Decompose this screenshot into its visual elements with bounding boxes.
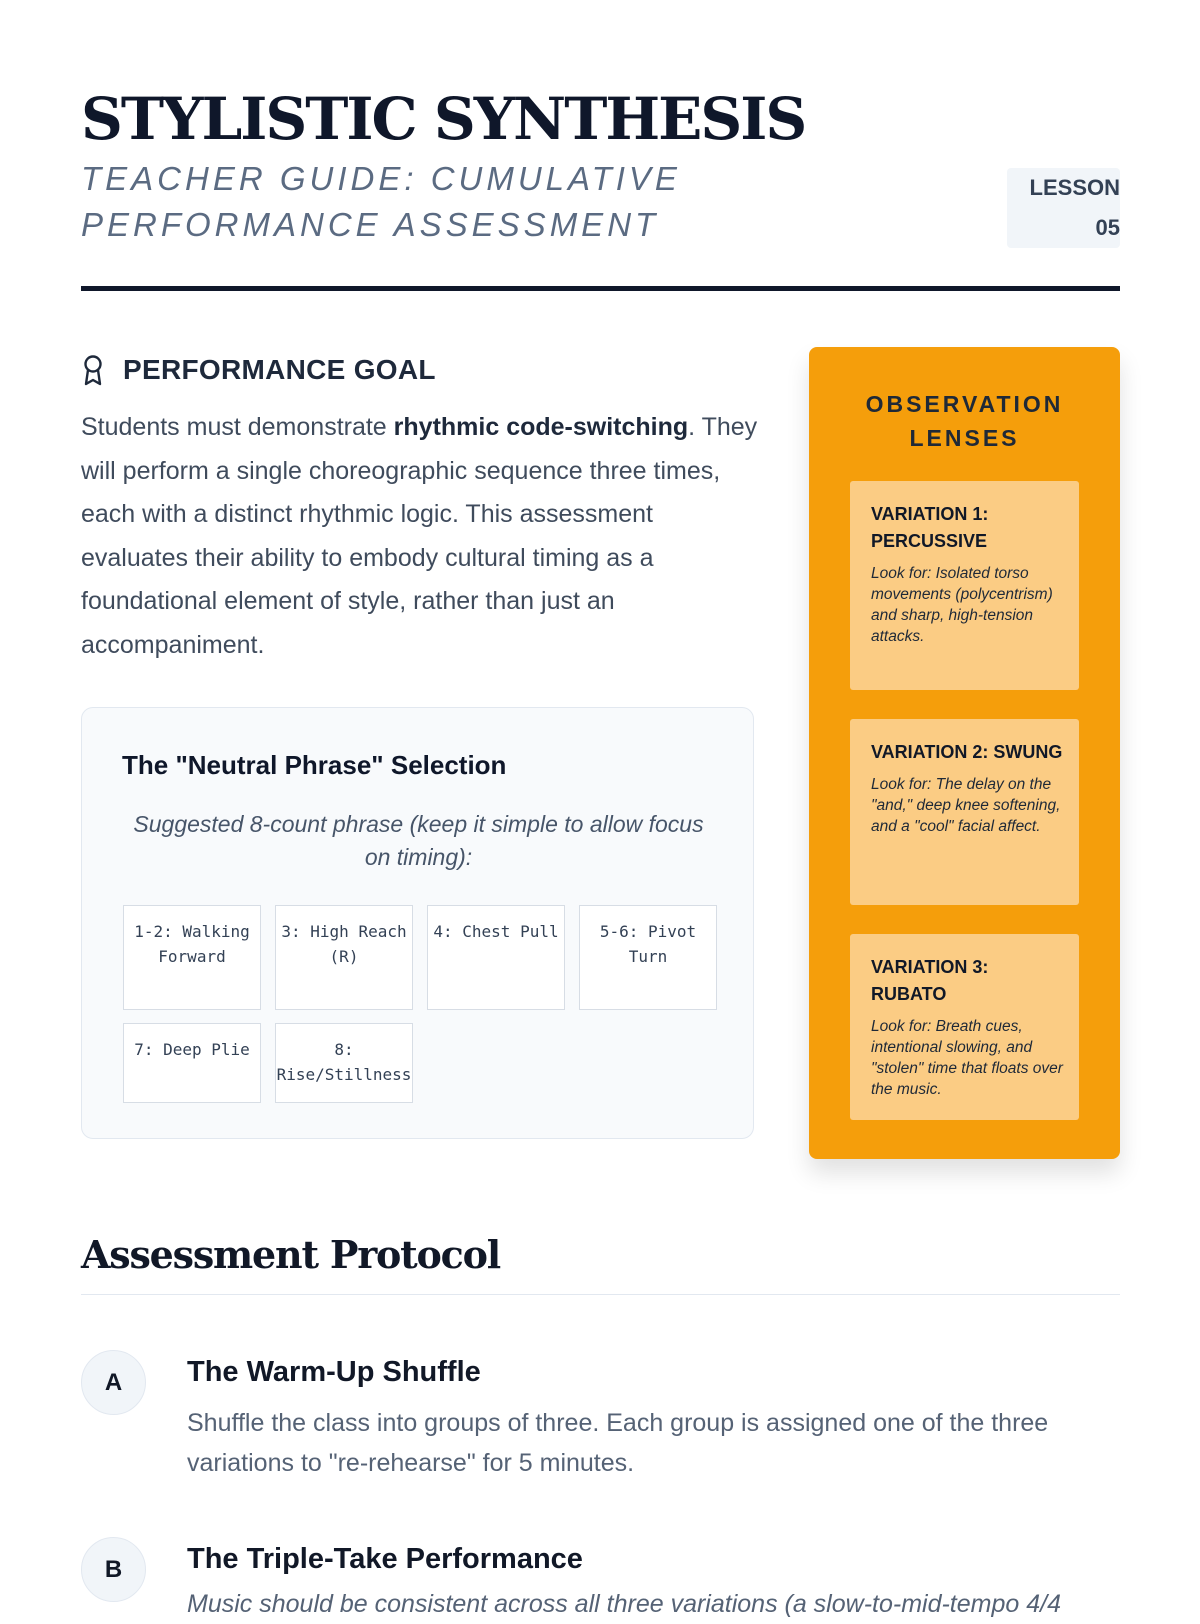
phrase-subtitle: Suggested 8-count phrase (keep it simple to allow focus on timing):	[133, 811, 704, 870]
lens-name: VARIATION 1: PERCUSSIVE	[871, 504, 989, 551]
step-description: Shuffle the class into groups of three. Each group is assigned one of the three variations to "re-rehearse" for 5 minutes.	[187, 1409, 1049, 1477]
count-cell: 4: Chest Pull	[427, 905, 565, 1010]
count-cell: 3: High Reach (R)	[275, 905, 413, 1010]
lens-description: Look for: Breath cues, intentional slowing, and "stolen" time that floats over the music.	[871, 1018, 1063, 1098]
goal-title: PERFORMANCE GOAL	[123, 354, 436, 385]
count-cell: 7: Deep Plie	[123, 1023, 261, 1103]
phrase-title: The "Neutral Phrase" Selection	[122, 750, 507, 780]
step-title: The Triple-Take Performance	[187, 1543, 583, 1575]
lens-name: VARIATION 3: RUBATO	[871, 957, 989, 1004]
lens-card	[850, 719, 1079, 905]
header-divider	[81, 286, 1120, 291]
step-description: Music should be consistent across all three variations (a slow-to-mid-tempo 4/4	[187, 1590, 1061, 1618]
protocol-divider	[81, 1294, 1120, 1295]
step-badge: A	[81, 1350, 146, 1415]
step-title: The Warm-Up Shuffle	[187, 1356, 481, 1388]
step-badge: B	[81, 1537, 146, 1602]
lens-card	[850, 481, 1079, 690]
count-cell: 5-6: Pivot Turn	[579, 905, 717, 1010]
goal-heading	[81, 350, 436, 390]
page-title: STYLISTIC SYNTHESIS	[81, 85, 806, 153]
lenses-title: OBSERVATION LENSES	[865, 391, 1064, 451]
lens-name: VARIATION 2: SWUNG	[871, 742, 1063, 762]
lens-description: Look for: Isolated torso movements (polycentrism) and sharp, high-tension attacks.	[871, 565, 1053, 645]
lesson-number: 05	[1095, 215, 1120, 240]
count-cell: 1-2: Walking Forward	[123, 905, 261, 1010]
lesson-label: LESSON	[1029, 175, 1120, 200]
goal-key-term: rhythmic code-switching	[393, 413, 689, 441]
lens-card	[850, 934, 1079, 1120]
award-ribbon-icon	[81, 354, 105, 386]
lesson-badge	[1007, 168, 1120, 248]
goal-description: Students must demonstrate rhythmic code-switching. They will perform a single choreographic sequence three times, each with a distinct rhythmic logic. This assessment evaluates their ability to embody cultural timing as a foundational element of style, rather than just an accompaniment.	[81, 413, 758, 659]
observation-lenses-panel	[809, 347, 1120, 1159]
count-cell: 8: Rise/Stillness	[275, 1023, 413, 1103]
lens-description: Look for: The delay on the "and," deep knee softening, and a "cool" facial affect.	[871, 776, 1061, 835]
protocol-title: Assessment Protocol	[81, 1232, 500, 1277]
page-subtitle: TEACHER GUIDE: CUMULATIVE PERFORMANCE ASSESSMENT	[81, 160, 681, 243]
